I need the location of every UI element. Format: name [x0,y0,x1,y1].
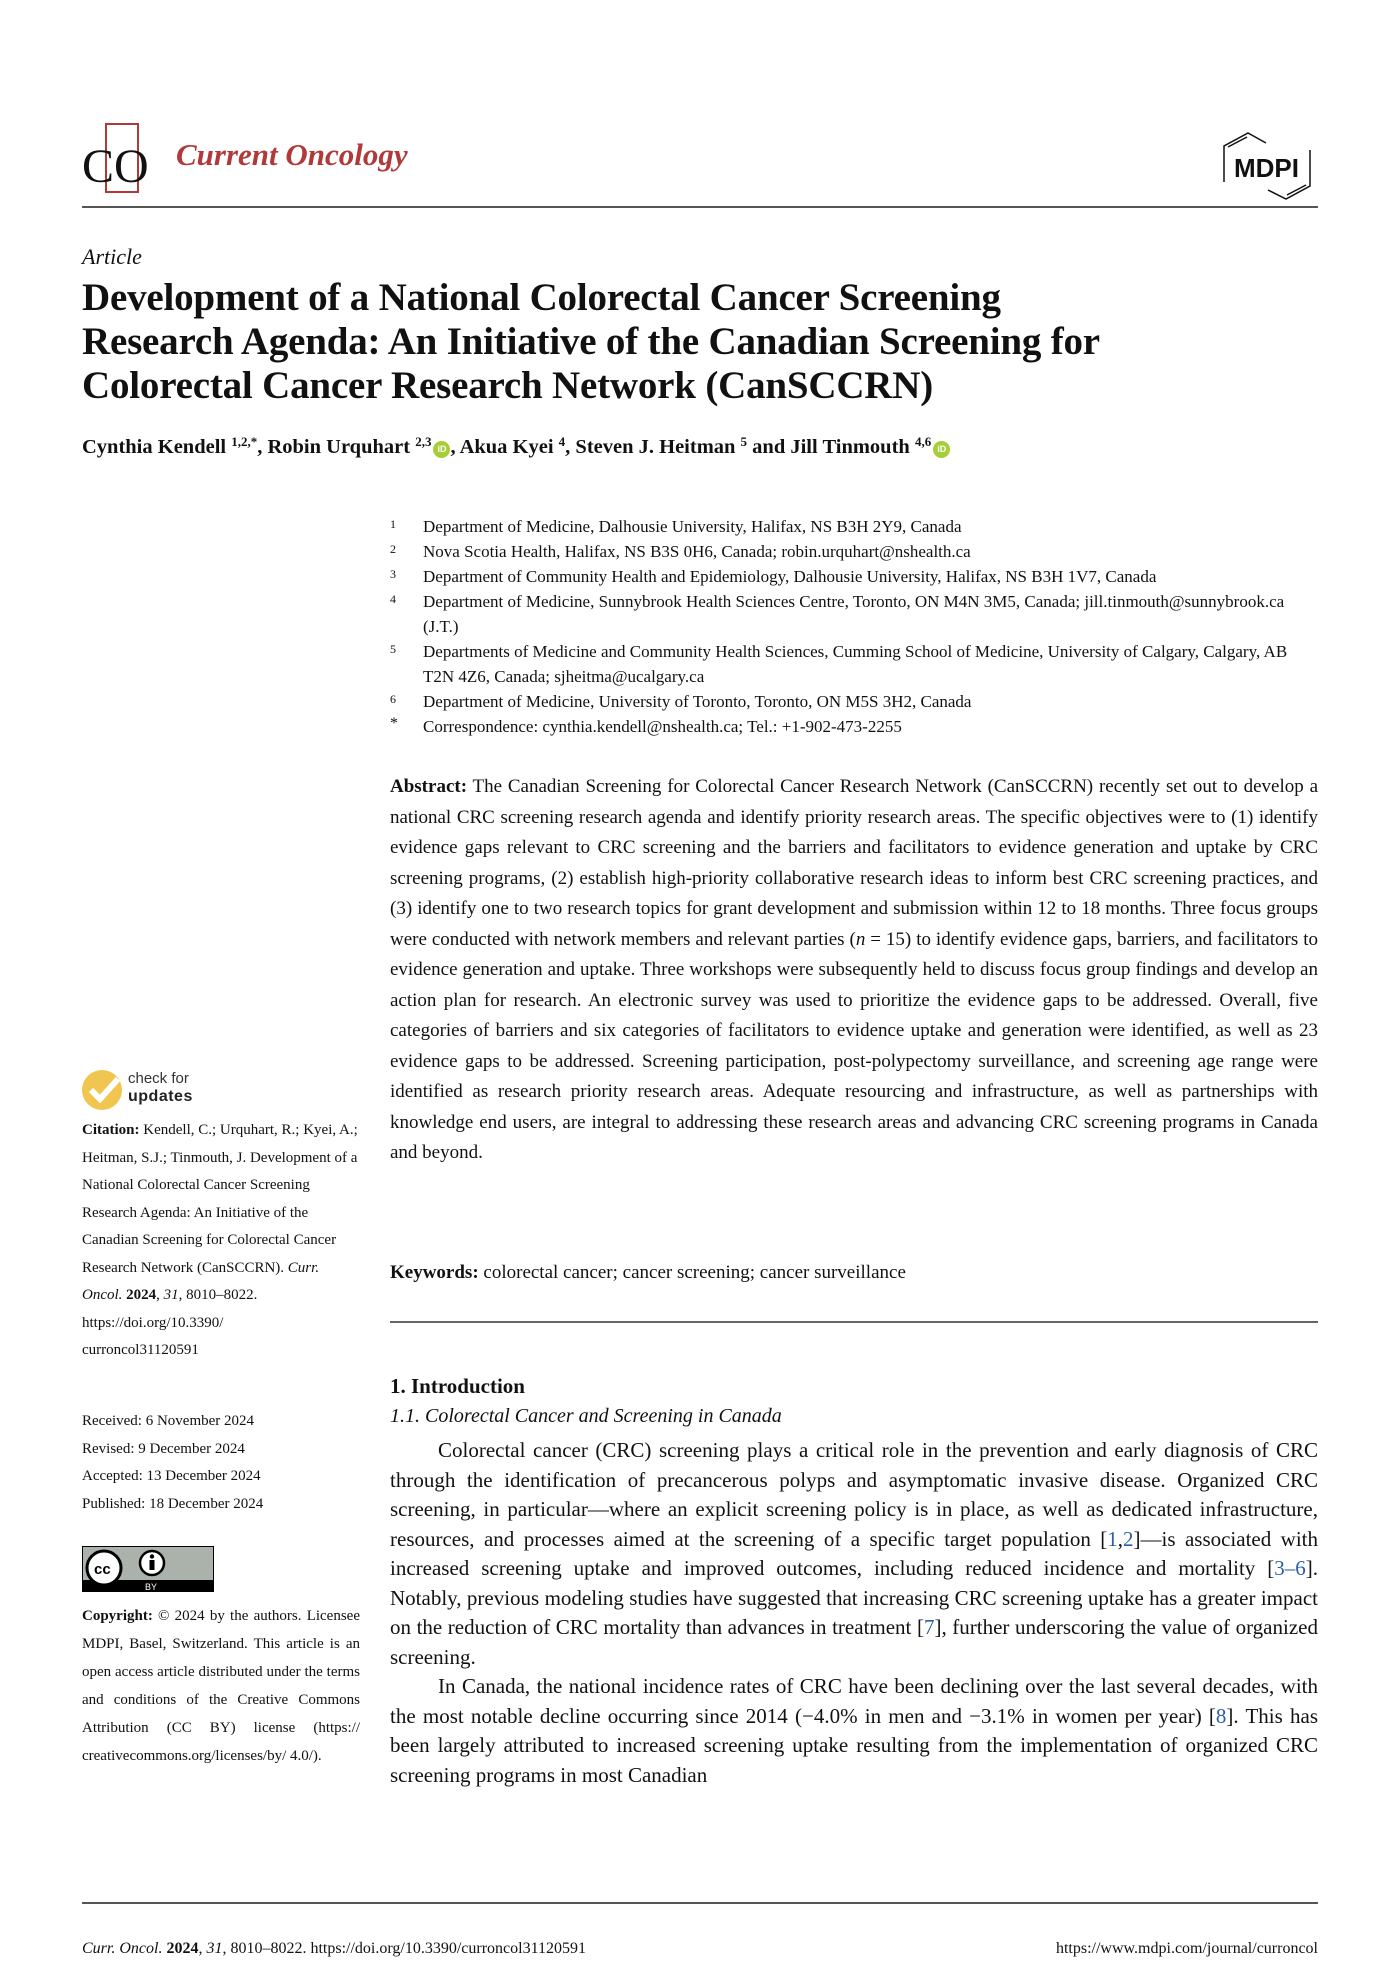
abstract [390,772,1318,1169]
citation-journal: Curr. Oncol. [82,1259,320,1303]
citation: Citation: Kendell, C.; Urquhart, R.; Kyei, A.; Heitman, S.J.; Tinmouth, J. Development of a National Colorectal Cancer Screening Research Agenda: An Initiative of the Canadian Screening for Colorectal Cancer Research Network (CanSCCRN). Curr. Oncol. 2024, 31, 8010–8022. https://doi.org/10.3390/ curroncol31120591 [82,1122,358,1358]
mdpi-logo[interactable] [1210,130,1320,200]
affiliation-text: Department of Medicine, University of Toronto, Toronto, ON M5S 3H2, Canada [423,692,972,711]
author-affil-sup: 5 [740,434,748,449]
correspondence-item [390,714,1320,739]
citation-year: 2024 [126,1287,157,1303]
footer-citation: Curr. Oncol. 2024, 31, 8010–8022. https://doi.org/10.3390/curroncol31120591 [82,1940,586,1957]
abstract-n-variable: n [855,928,866,950]
reference-link[interactable]: 1 [1107,1526,1118,1551]
author-affil-sup: 2,3 [415,434,432,449]
copyright-notice [82,1602,360,1770]
orcid-icon[interactable]: iD [433,441,450,458]
abstract-text: = 15) to identify evidence gaps, barriers, and facilitators to evidence generation and uptake. Three workshops were subsequently held to discuss focus group findings and develop an action plan for research. An electronic survey was used to prioritize the evidence gaps to be addressed. Overall, five categories of barriers and six categories of facilitators to evidence uptake and generation were identified, as well as 23 evidence gaps to be addressed. Screening participation, post-polypectomy surveillance, and screening age range were identified as research priority research areas. Adequate resourcing and infrastructure, as well as partnerships with knowledge end users, are integral to addressing these research areas and advancing CRC screening programs in Canada and beyond. [390,928,1318,1163]
author-affil-sup: 4 [558,434,566,449]
author-name[interactable]: Jill Tinmouth [790,436,910,458]
affiliation-number: 1 [390,517,396,531]
author-list [82,436,950,459]
author-name[interactable]: Akua Kyei [459,436,554,458]
affiliation-item [390,689,1320,714]
check-for-updates-button[interactable] [82,1068,232,1114]
copyright-label: Copyright: [82,1608,153,1624]
correspondence-text: Correspondence: cynthia.kendell@nshealth.ca; Tel.: +1-902-473-2255 [423,717,902,736]
title-line: Colorectal Cancer Research Network (CanSCCRN) [82,364,933,407]
orcid-icon[interactable]: iD [933,441,950,458]
reference-link[interactable]: 2 [1123,1526,1134,1551]
title-line: Research Agenda: An Initiative of the Canadian Screening for [82,320,1100,363]
citation-text: Kendell, C.; Urquhart, R.; Kyei, A.; Heitman, S.J.; Tinmouth, J. Development of a National Colorectal Cancer Screening Research Agenda: An Initiative of the Canadian Screening for Colorectal Cancer Research Network (CanSCCRN). [82,1122,358,1276]
cc-by-license-badge[interactable] [82,1546,214,1592]
abstract-label: Abstract: [390,776,468,797]
title-line: Development of a National Colorectal Cancer Screening [82,276,1001,319]
svg-text:CO: CO [82,140,149,193]
keywords-label: Keywords: [390,1262,479,1283]
article-title [82,276,1322,408]
author-separator: , [257,436,268,458]
paragraph [390,1672,1318,1790]
footer-journal: Curr. Oncol. [82,1940,163,1957]
keywords-text: colorectal cancer; cancer screening; cancer surveillance [478,1262,906,1283]
affiliation-number: 6 [390,692,396,706]
published-date: Published: 18 December 2024 [82,1495,264,1512]
citation-pages: , 8010–8022. [178,1287,258,1303]
footer-journal-link[interactable]: https://www.mdpi.com/journal/curroncol [1055,1940,1318,1957]
citation-label: Citation: [82,1122,140,1138]
author-separator: , [565,436,576,458]
paragraph [390,1436,1318,1672]
citation-doi-link[interactable]: curroncol31120591 [82,1342,199,1358]
check-updates-icon [82,1070,122,1110]
affiliation-item [390,539,1320,564]
paragraph-text: ]. Notably, previous modeling studies have suggested that increasing CRC screening uptake has a greater impact on the reduction of CRC mortality than advances in treatment [ [390,1556,1318,1639]
citation-doi-link[interactable]: https://doi.org/10.3390/ [82,1314,224,1331]
affiliation-text: Departments of Medicine and Community Health Sciences, Cumming School of Medicine, University of Calgary, Calgary, AB T2N 4Z6, Canada; sjheitma@ucalgary.ca [423,642,1288,686]
check-updates-label: check for [128,1070,189,1087]
affiliation-item [390,514,1320,539]
received-date: Received: 6 November 2024 [82,1413,255,1429]
journal-logo [82,122,162,194]
abstract-text: The Canadian Screening for Colorectal Cancer Research Network (CanSCCRN) recently set out to develop a national CRC screening research agenda and identify priority research areas. The specific objectives were to (1) identify evidence gaps relevant to CRC screening and the barriers and facilitators to evidence generation and uptake by CRC screening programs, (2) establish high-priority collaborative research ideas to inform best CRC screening practices, and (3) identify one to two research topics for grant development and submission within 12 to 18 months. Three focus groups were conducted with network members and relevant parties ( [390,776,1318,950]
author-name[interactable]: Cynthia Kendell [82,436,227,458]
paragraph-text: , [1117,1526,1124,1551]
footer-volume: 31 [206,1940,223,1957]
footer-doi-link[interactable]: , 8010–8022. https://doi.org/10.3390/curroncol31120591 [222,1940,586,1957]
paragraph-text: ], further underscoring the value of organized screening. [390,1615,1318,1669]
affiliation-text: Nova Scotia Health, Halifax, NS B3S 0H6, Canada; robin.urquhart@nshealth.ca [423,542,971,561]
affiliation-text: Department of Medicine, Sunnybrook Health Sciences Centre, Toronto, ON M4N 3M5, Canada; jill.tinmouth@sunnybrook.ca (J.T.) [423,592,1285,636]
keywords [390,1262,1318,1284]
affiliation-item [390,564,1320,589]
affiliation-number: 5 [390,642,396,656]
author-separator: , [450,436,460,458]
footer-year: 2024 [166,1940,199,1957]
paragraph-text: ]. This has been largely attributed to increased screening uptake resulting from the implementation of organized CRC screening programs in most Canadian [390,1703,1318,1787]
svg-text:MDPI: MDPI [1234,153,1299,183]
author-affil-sup: 4,6 [914,434,932,449]
check-updates-label: updates [128,1088,193,1105]
subsection-heading: 1.1. Colorectal Cancer and Screening in Canada [390,1405,782,1427]
copyright-text: © 2024 by the authors. Licensee MDPI, Basel, Switzerland. This article is an open access article distributed under the terms and conditions of the Creative Commons Attribution (CC BY) license (https:// creativecommons.org/licenses/by/ 4.0/). [82,1608,360,1764]
paragraph-text: In Canada, the national incidence rates of CRC have been declining over the last several decades, with the most notable decline occurring since 2014 (−4.0% in men and −3.1% in women per year) [ [390,1674,1318,1728]
author-affil-sup: 1,2,* [231,434,258,449]
article-type: Article [82,244,142,269]
section-heading: 1. Introduction [390,1374,525,1398]
author-name[interactable]: Robin Urquhart [267,436,411,458]
header-divider [82,206,1318,208]
journal-name: Current Oncology [176,137,408,172]
author-name[interactable]: Steven J. Heitman [575,436,736,458]
affiliation-number: * [390,715,398,732]
affiliation-text: Department of Community Health and Epidemiology, Dalhousie University, Halifax, NS B3H 1V7, Canada [423,567,1157,586]
affiliations-list [390,514,1320,739]
reference-link[interactable]: 7 [923,1615,935,1639]
paragraph-text: Colorectal cancer (CRC) screening plays a critical role in the prevention and early diagnosis of CRC through the identification of precancerous polyps and asymptomatic invasive disease. Organized CRC screening, in particular—where an explicit screening policy is in place, as well as dedicated infrastructure, resources, and processes aimed at the screening of a specific target population [ [390,1438,1318,1551]
body-text [390,1436,1318,1790]
footer-divider [82,1902,1318,1904]
accepted-date: Accepted: 13 December 2024 [82,1468,261,1484]
affiliation-item [390,639,1320,689]
revised-date: Revised: 9 December 2024 [82,1440,245,1457]
affiliation-item [390,589,1320,639]
svg-text:BY: BY [145,1582,158,1592]
affiliation-number: 3 [390,567,396,581]
svg-text:cc: cc [94,1561,111,1578]
publication-dates [82,1408,362,1518]
paragraph-text: ]—is associated with increased screening uptake and improved outcomes, including reduced incidence and mortality [ [390,1526,1318,1580]
author-separator: and [747,436,791,458]
affiliation-number: 2 [390,542,396,556]
reference-link[interactable]: 3–6 [1274,1556,1306,1580]
affiliation-number: 4 [390,592,396,606]
affiliation-text: Department of Medicine, Dalhousie University, Halifax, NS B3H 2Y9, Canada [423,517,962,536]
keywords-divider [390,1321,1318,1323]
reference-link[interactable]: 8 [1215,1703,1227,1728]
citation-volume: 31 [163,1287,179,1303]
